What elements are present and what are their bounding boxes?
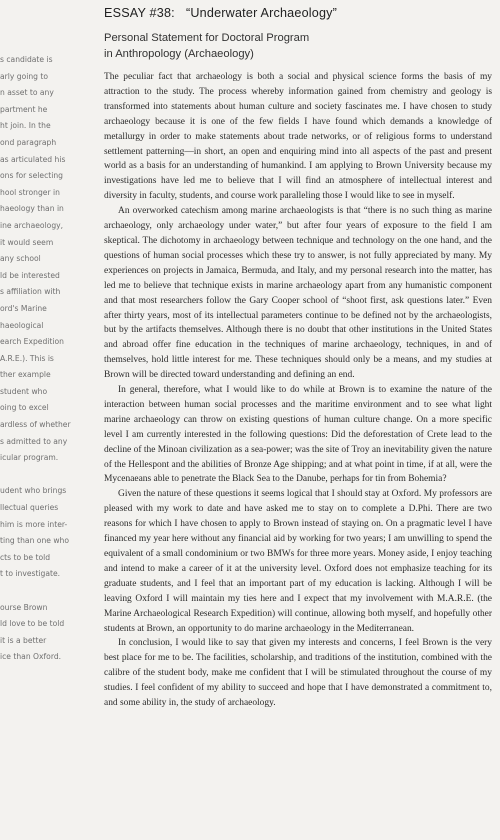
essay-page: [104, 6, 492, 711]
margin-comment-line: haeology than in: [0, 204, 64, 214]
sidebar-gap: [0, 467, 92, 484]
margin-comment-line: as articulated his: [0, 154, 66, 164]
essay-number: ESSAY #38:: [104, 6, 175, 20]
margin-comment-line: ons for selecting: [0, 171, 63, 181]
margin-comment-line: ther example: [0, 370, 51, 380]
subheading-line-2: in Anthropology (Archaeology): [104, 48, 254, 60]
margin-comment-line: ting than one who: [0, 536, 70, 546]
margin-comment-line: s admitted to any: [0, 436, 68, 446]
margin-comment-line: ine archaeology,: [0, 220, 64, 230]
margin-comment-line: ardless of whether: [0, 420, 71, 430]
essay-paragraph: An overworked catechism among marine archaeologists is that “there is no such thing as marine archaeology, only archaeology under water,” but after four years of exposure to the field I am skeptical. The dichotomy in archaeology between technique and technology on the one hand, and the questions of human social processes which these try to answer, is not fully appreciated by many. My experiences on projects in Jamaica, Bermuda, and Italy, and my personal research into the matter, has led me to believe that technique exists in marine archaeology apart from any humanistic component and that most researchers follow the Gary Cooper school of “shoot first, ask questions later.” Even after thirty years, most of its intellectual parameters continue to be defined not by the archaeologists, but by the artifacts themselves. Although there is no doubt that other institutions in the United States and abroad offer fine education in the techniques of marine archaeology, techniques, in and of themselves, hold little interest for me. These techniques should only be a means, and my studies at Brown will be directed toward understanding and defining an end.: [104, 206, 492, 381]
essay-subheading: [104, 30, 492, 62]
essay-paragraph: The peculiar fact that archaeology is both a social and physical science forms the basis of my attraction to the study. The process whereby information gained from chemistry and geology is transformed into statements about human culture and society fascinates me. I have chosen to study archaeology because it is one of the few fields I have found which demands a knowledge of metallurgy in order to make statements about trade networks, or of religious forms to understand settlement patterning—in short, an open and enquiring mind into all aspects of the past and present world as a basis for an understanding of humankind. I am applying to Brown University because my investigations have led me to believe that I will find an atmosphere of intellectual interest and diversity in faculty, students, and course work paralleling those I would like to see in myself.: [104, 72, 492, 202]
subheading-line-1: Personal Statement for Doctoral Program: [104, 32, 310, 44]
essay-body: [104, 70, 492, 711]
margin-comment-line: him is more inter-: [0, 519, 68, 529]
essay-title: [104, 6, 492, 20]
margin-comment-line: t to investigate.: [0, 569, 61, 579]
margin-comment-line: haeological: [0, 320, 44, 330]
margin-comment-line: ord's Marine: [0, 303, 47, 313]
essay-paragraph: In conclusion, I would like to say that given my interests and concerns, I feel Brown is the very best place for me to be. The facilities, scholarship, and traditions of the institution, combined with the calibre of the student body, make me confident that I will be stimulated throughout the course of my studies. I feel confident of my ability to succeed and hope that I have demonstrated a commitment to, and some ability in, the study of archaeology.: [104, 638, 492, 709]
essay-title-text: “Underwater Archaeology”: [185, 6, 338, 20]
margin-comment-line: s candidate is: [0, 55, 53, 64]
margin-comment-line: ht join. In the: [0, 121, 51, 131]
margin-comment-line: ourse Brown: [0, 602, 48, 612]
margin-comment-line: s affiliation with: [0, 287, 61, 297]
margin-comment-line: oing to excel: [0, 403, 49, 413]
margin-comment-line: ld love to be told: [0, 619, 65, 629]
margin-comment-line: ice than Oxford.: [0, 652, 62, 662]
margin-comment-line: arly going to: [0, 71, 49, 81]
margin-comment-line: llectual queries: [0, 503, 59, 513]
margin-comment-line: n asset to any: [0, 88, 54, 98]
margin-comment-line: ond paragraph: [0, 137, 57, 147]
margin-comment-line: it is a better: [0, 635, 47, 645]
margin-comment-line: student who: [0, 386, 48, 396]
margin-comment-line: it would seem: [0, 237, 54, 247]
margin-comment-line: earch Expedition: [0, 337, 64, 347]
margin-comment-line: partment he: [0, 104, 48, 114]
margin-comment-line: ld be interested: [0, 270, 60, 280]
margin-comment-line: hool stronger in: [0, 187, 60, 197]
margin-comment-line: A.R.E.). This is: [0, 353, 54, 363]
margin-comment-line: icular program.: [0, 453, 59, 463]
margin-comment-line: any school: [0, 254, 41, 264]
sidebar-gap: [0, 583, 92, 600]
margin-comment-line: cts to be told: [0, 552, 51, 562]
essay-paragraph: In general, therefore, what I would like to do while at Brown is to examine the nature of the interaction between human social processes and the maritime environment and to see what light marine archaeology can throw on existing questions of human culture change. On a more specific level I am currently interested in the following questions: Did the deforestation of Crete lead to the decline of the Minoan civilization as a sea-power; was the site of Troy an inevitability given the nature of the Hellespont and the abilities of Bronze Age shipping; and at what point in time, if at all, were the Mycenaeans able to penetrate the Black Sea to the Danube, perhaps for tin from Bohemia?: [104, 385, 492, 485]
essay-paragraph: Given the nature of these questions it seems logical that I should stay at Oxford. My professors are pleased with my work to date and have asked me to stay on to complete a D.Phi. There are two reasons for which I have chosen to apply to Brown instead of staying on. On a pragmatic level I have financed my year here without any financial aid by working for two years; I am unwilling to spend the equivalent of a small condominium or two BMWs for three more years. Money aside, I enjoy teaching and intend to make a career of it at the university level. Oxford does not emphasize teaching for its graduate students, and I feel that an important part of my education is lacking. Although I will be leaving Oxford I will maintain my ties here and I expect that my involvement with M.A.R.E. (the Marine Archaeological Research Expedition) will continue, allowing both myself, and hopefully other students at Brown, an opportunity to do marine archaeology in the Mediterranean.: [104, 489, 492, 634]
margin-comment-line: udent who brings: [0, 486, 67, 496]
margin-commentary: [0, 52, 92, 666]
